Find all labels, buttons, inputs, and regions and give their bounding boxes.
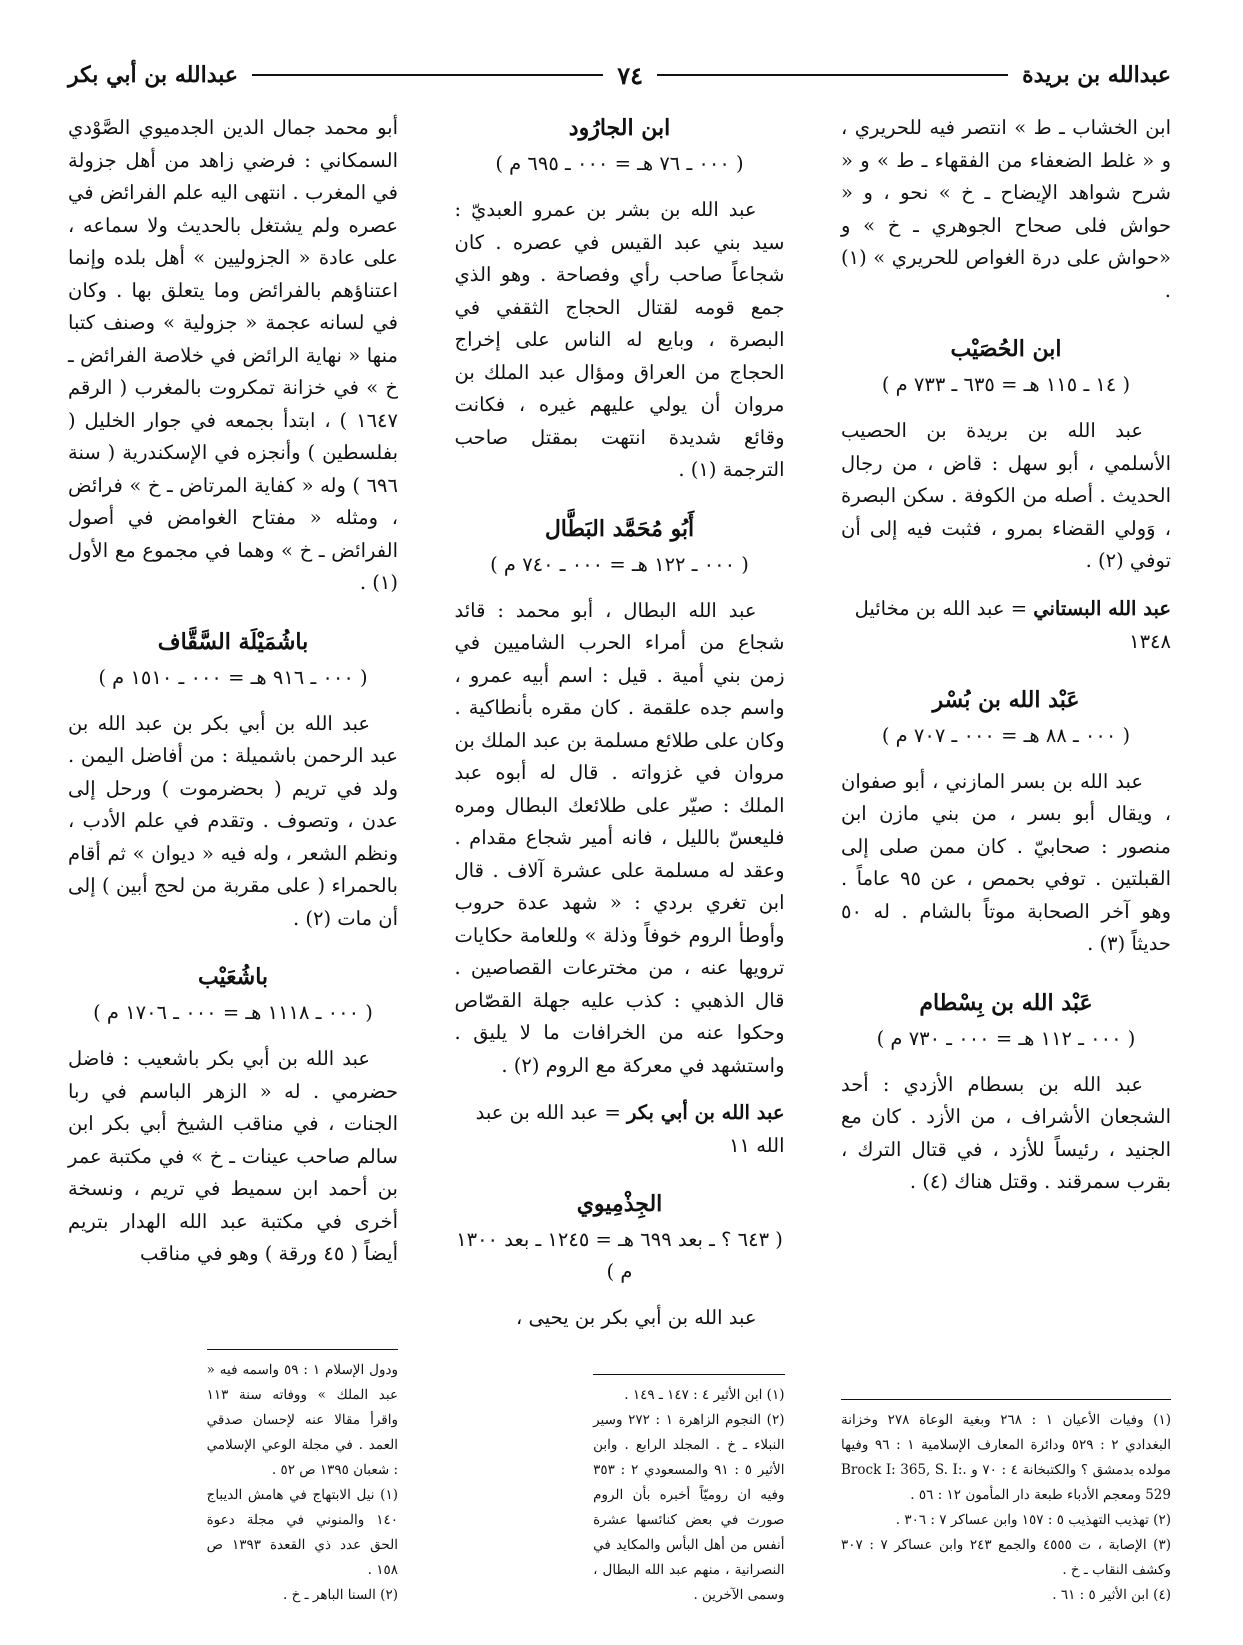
page-header — [68, 58, 1171, 92]
footnote: (١) نيل الابتهاج في هامش الديباج ١٤٠ والمنوني في مجلة دعوة الحق عدد ذي القعدة ١٣٩٣ ص ١٥٨ . — [206, 1487, 398, 1578]
header-rule-right — [657, 74, 1008, 76]
cross-reference-target: = عبد الله بن مخائيل ١٣٤٨ — [854, 596, 1171, 653]
entry-title: باشُعَيْب — [197, 964, 269, 990]
entry-title: باشُمَيْلَة السَّقَّاف — [157, 628, 309, 655]
entry-dates: ( ٠٠٠ ـ ٨٨ هـ = ٠٠٠ ـ ٧٠٧ م ) — [881, 723, 1131, 747]
column-left — [68, 112, 398, 1622]
entry-text: عبد الله بن أبي بكر بن يحيى ، — [516, 1306, 757, 1329]
entry-dates: ( ١٤ ـ ١١٥ هـ = ٦٣٥ ـ ٧٣٣ م ) — [881, 373, 1131, 396]
entry-title: عَبْد الله بن بُسْر — [932, 686, 1080, 713]
entry-dates: ( ٠٠٠ ـ ١٢٢ هـ = ٠٠٠ ـ ٧٤٠ م ) — [490, 552, 749, 576]
page-number: ٧٤ — [617, 60, 643, 90]
footnote: (٣) الإصابة ، ت ٤٥٥٥ والجمع ٢٤٣ وابن عساكر ٧ : ٣٠٧ وكشف النقاب ـ خ . — [841, 1537, 1171, 1578]
entry-dates: ( ٠٠٠ ـ ٧٦ هـ = ٠٠٠ ـ ٦٩٥ م ) — [495, 152, 744, 175]
footnotes — [841, 1399, 1171, 1608]
entry-dates: ( ٠٠٠ ـ ٩١٦ هـ = ٠٠٠ ـ ١٥١٠ م ) — [98, 665, 368, 689]
entry-text: عبد الله بن بريدة بن الحصيب الأسلمي ، أبو سهل : قاض ، من رجال الحديث . أصله من الكوفة . سكن البصرة ، وَولي القضاء بمرو ، فثبت فيه إلى أن توفي (٢) . — [841, 419, 1171, 572]
continued-text: أبو محمد جمال الدين الجدميوي الصَّوْدي السمكاني : فرضي زاهد من أهل جزولة في المغرب . انتهى اليه علم الفرائض في عصره ولم يشتغل بالحديث ولا سماعه ، على عادة « الجزوليين » أهل بلده وإنما اعتناؤهم بالفرائض وما يتعلق بها . وكان في لسانه عجمة « جزولية » وصنف كتبا منها « نهاية الرائض في خلاصة الفرائض ـ خ » في خزانة تمكروت بالمغرب ( الرقم ١٦٤٧ ) ، ابتدأ بجمعه في جوار الخليل ( بفلسطين ) وأنجزه في الإسكندرية ( سنة ٦٩٦ ) وله « كفاية المرتاض ـ خ » فرائض ، ومثله « مفتاح الغوامض في أصول الفرائض ـ خ » وهما في مجموع مع الأول (١) . — [68, 116, 398, 594]
entry-title: ابن الجارُود — [568, 115, 671, 141]
footnote: (١) وفيات الأعيان ١ : ٢٦٨ وبغية الوعاة ٢٧٨ وخزانة البغدادي ٢ : ٥٢٩ ودائرة المعارف الإسلامية ١ : ٩٦ وفيها مولده بدمشق ؟ والكتبخانة ٤ : ٧٠ و .Brock I: 365, S. I: 529 ومعجم الأدباء طبعة دار المأمون ١٢ : ٥٦ . — [841, 1412, 1171, 1503]
entry-text: عبد الله بن بشر بن عمرو العبديّ : سيد بني عبد القيس في عصره . كان شجاعاً صاحب رأي وفصاحة . وهو الذي جمع قومه لقتال الحجاج الثقفي في البصرة ، وبايع له الناس على إخراج الحجاج من العراق ومؤال عبد الملك بن مروان أن يولي عليهم غيره ، فكانت وقائع شديدة انتهت بمقتل صاحب الترجمة (١) . — [454, 198, 785, 481]
entry-text: عبد الله بن أبي بكر باشعيب : فاضل حضرمي . له « الزهر الباسم في ربا الجنات ، في مناقب الشيخ أبي بكر ابن سالم صاحب عينات ـ خ » في مكتبة عمر بن أحمد ابن سميط في تريم ، ونسخة أخرى في مكتبة عبد الله الهدار بتريم أيضاً ( ٤٥ ورقة ) وهو في مناقب — [68, 1047, 398, 1265]
footnote: ودول الإسلام ١ : ٥٩ واسمه فيه « عبد الملك » ووفاته سنة ١١٣ واقرأ مقالا عنه لإحسان صدقي العمد . في مجلة الوعي الإسلامي : شعبان ١٣٩٥ ص ٥٢ . — [206, 1362, 398, 1478]
continued-text: ابن الخشاب ـ ط » انتصر فيه للحريري ، و « غلط الضعفاء من الفقهاء ـ ط » و « شرح شواهد الإيضاح ـ خ » نحو ، و « حواش فلى صحاح الجوهري ـ خ » و «حواش على درة الغواص للحريري » (١) . — [841, 116, 1171, 302]
entry-text: عبد الله البطال ، أبو محمد : قائد شجاع من أمراء الحرب الشاميين في زمن بني أمية . قيل : اسم أبيه عمرو ، واسم جده علقمة . كان مقره بأنطاكية . وكان على طلائع مسلمة بن عبد الملك بن مروان في غزواته . قال له أبوه عبد الملك : صيّر على طلائعك البطال ومره فليعسّ بالليل ، فانه أمير شجاع مقدام . وعقد له مسلمة على عشرة آلاف . قال ابن تغري بردي : « شهد عدة حروب وأوطأ الروم خوفاً وذلة » وللعامة حكايات ترويها عنه ، من مخترعات القصاصين . قال الذهبي : كذب عليه جهلة القصّاص وحكوا عنه من الخرافات ما لا يليق . واستشهد في معركة مع الروم (٢) . — [454, 598, 785, 1077]
cross-reference-name: عبد الله بن أبي بكر — [626, 1101, 785, 1124]
cross-reference-target: = عبد الله بن عبد الله ١١ — [475, 1101, 785, 1157]
cross-reference — [455, 1096, 785, 1162]
entry-dates: ( ٠٠٠ ـ ١١١٨ هـ = ٠٠٠ ـ ١٧٠٦ م ) — [93, 1001, 373, 1024]
entry-title: الجِذْمِيوي — [576, 1191, 663, 1217]
running-head-right: عبدالله بن بريدة — [1022, 62, 1171, 88]
entry-text: عبد الله بن بسر المازني ، أبو صفوان ، ويقال أبو بسر ، من بني مازن ابن منصور : صحابيّ . كان ممن صلى إلى القبلتين . توفي بحمص ، عن ٩٥ عاماً . وهو آخر الصحابة موتاً بالشام . له ٥٠ حديثاً (٣) . — [841, 769, 1171, 955]
footnote: (٢) النجوم الزاهرة ١ : ٢٧٢ وسير النبلاء ـ خ . المجلد الرابع . وابن الأثير ٥ : ٩١ والمسعودي ٢ : ٣٥٣ وفيه ان روميّاً أخبره بأن الروم صورت في بعض كنائسها عشرة أنفس من أهل البأس والمكايد في النصرانية ، منهم عبد الله البطال ، وسمى الآخرين . — [593, 1412, 785, 1603]
column-right — [841, 112, 1171, 1622]
footnotes — [207, 1349, 398, 1608]
footnote: (٢) السنا الباهر ـ خ . — [283, 1587, 398, 1603]
entry-title: عَبْد الله بن بِسْطام — [919, 989, 1093, 1016]
entry-title: ابن الحُصَيْب — [950, 336, 1062, 362]
column-middle — [455, 112, 785, 1622]
entry-text: عبد الله بن بسطام الأزدي : أحد الشجعان الأشراف ، من الأزد . كان مع الجنيد ، رئيساً للأزد ، في قتال الترك ، بقرب سمرقند . وقتل هناك (٤) . — [841, 1072, 1171, 1193]
entry-dates: ( ٠٠٠ ـ ١١٢ هـ = ٠٠٠ ـ ٧٣٠ م ) — [876, 1026, 1136, 1050]
footnote: (١) ابن الأثير ٤ : ١٤٧ ـ ١٤٩ . — [624, 1387, 785, 1403]
footnote: (٢) تهذيب التهذيب ٥ : ١٥٧ وابن عساكر ٧ : ٣٠٦ . — [895, 1512, 1171, 1528]
cross-reference-name: عبد الله البستاني — [1033, 596, 1171, 620]
running-head-left: عبدالله بن أبي بكر — [68, 62, 239, 88]
cross-reference — [841, 592, 1171, 658]
entry-text: عبد الله بن أبي بكر بن عبد الله بن عبد الرحمن باشميلة : من أفاضل اليمن . ولد في تريم ( بحضرموت ) ورحل إلى عدن ، وتصوف . وتقدم في علم الأدب ، ونظم الشعر ، وله فيه « ديوان » ثم أقام بالحمراء ( على مقربة من لحج أبين ) إلى أن مات (٢) . — [68, 711, 398, 930]
text-columns — [68, 112, 1171, 1622]
header-rule-left — [252, 74, 603, 76]
footnote: (٤) ابن الأثير ٥ : ٦١ . — [1052, 1587, 1171, 1603]
footnotes — [593, 1374, 784, 1608]
entry-dates: ( ٦٤٣ ؟ ـ بعد ٦٩٩ هـ = ١٢٤٥ ـ بعد ١٣٠٠ م ) — [456, 1228, 783, 1283]
entry-title: أَبُو مُحَمَّد البَطَّال — [544, 515, 695, 542]
